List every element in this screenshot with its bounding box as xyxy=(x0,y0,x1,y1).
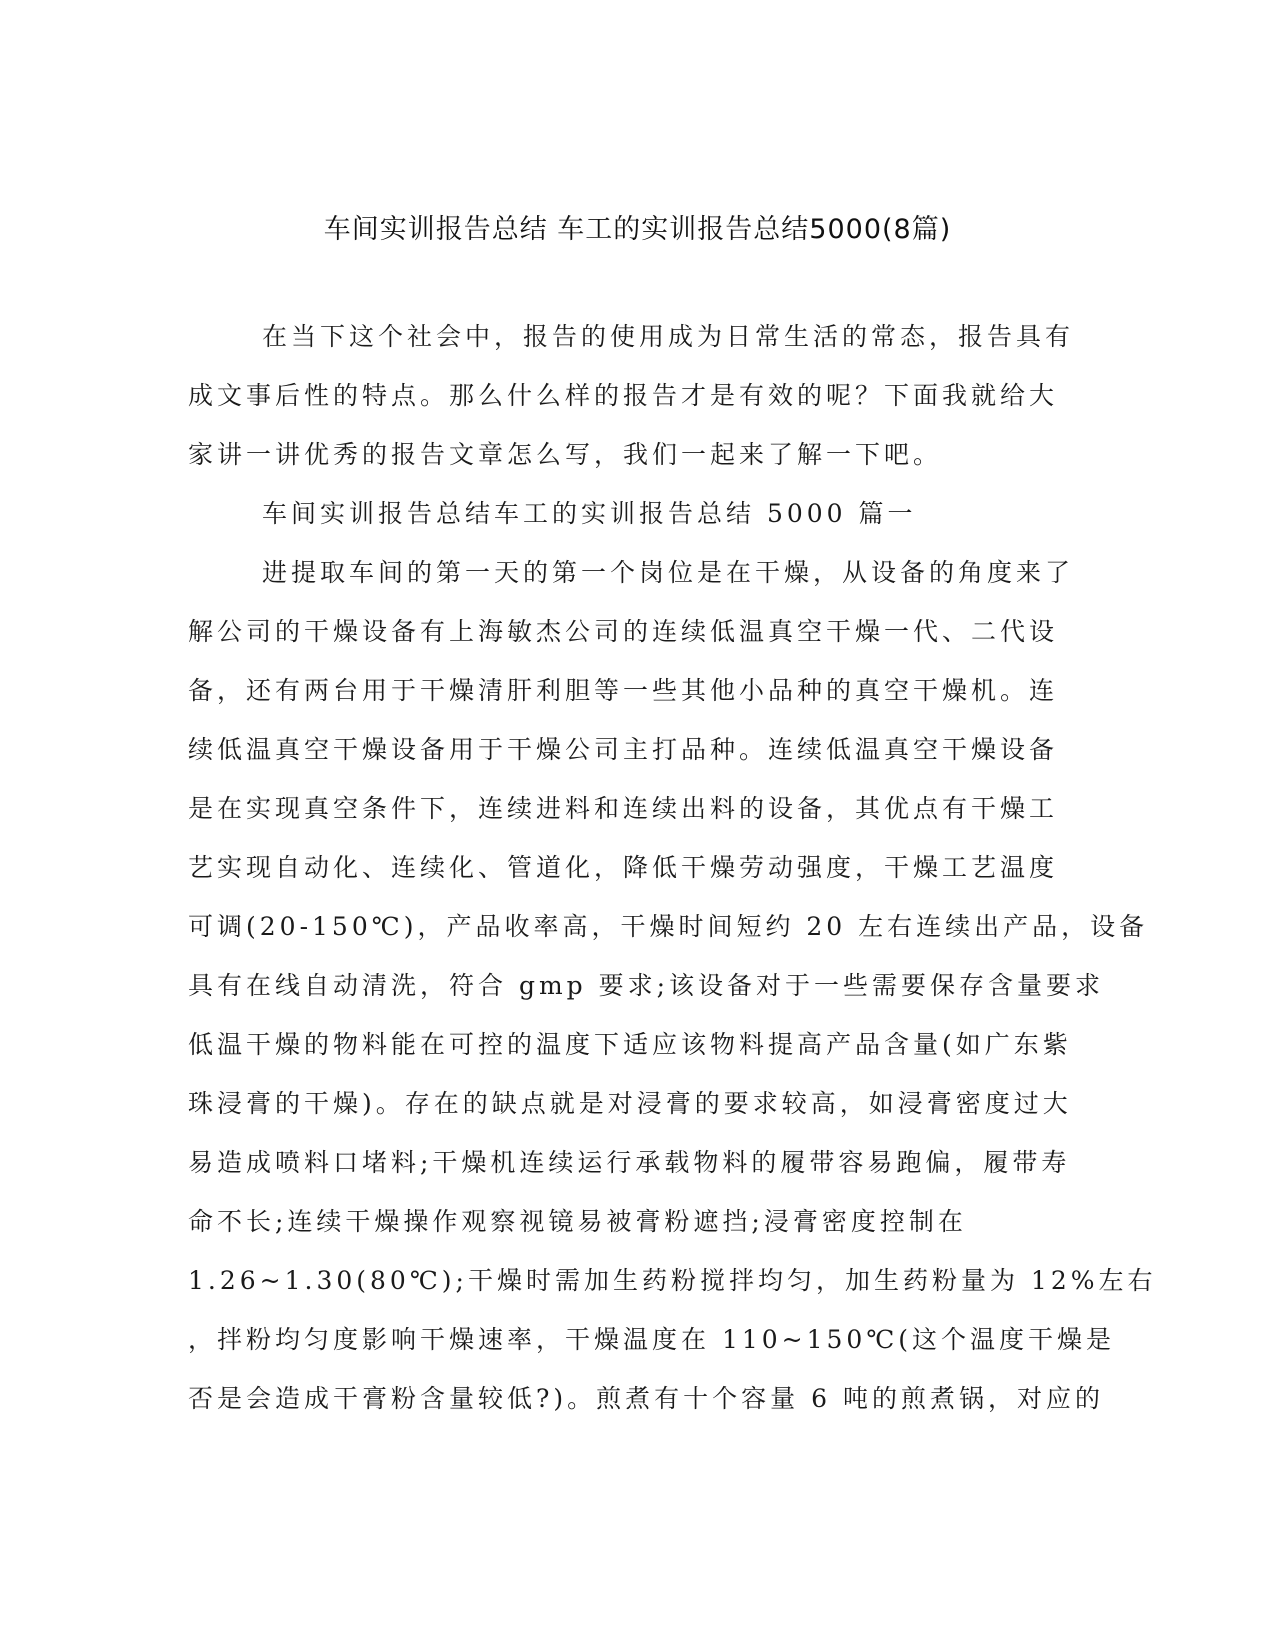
paragraph-line: 在当下这个社会中，报告的使用成为日常生活的常态，报告具有 xyxy=(262,322,1075,351)
paragraph-line: ，拌粉均匀度影响干燥速率，干燥温度在 110~150℃(这个温度干燥是 xyxy=(188,1325,1116,1354)
paragraph-line: 艺实现自动化、连续化、管道化，降低干燥劳动强度，干燥工艺温度 xyxy=(188,853,1059,882)
paragraph-line: 是在实现真空条件下，连续进料和连续出料的设备，其优点有干燥工 xyxy=(188,794,1059,823)
paragraph-line: 成文事后性的特点。那么什么样的报告才是有效的呢？下面我就给大 xyxy=(188,381,1059,410)
paragraph-line: 进提取车间的第一天的第一个岗位是在干燥，从设备的角度来了 xyxy=(262,558,1075,587)
paragraph-line: 解公司的干燥设备有上海敏杰公司的连续低温真空干燥一代、二代设 xyxy=(188,617,1059,646)
paragraph-line: 可调(20-150℃)，产品收率高，干燥时间短约 20 左右连续出产品，设备 xyxy=(188,912,1149,941)
document-title: 车间实训报告总结 车工的实训报告总结5000(8篇) xyxy=(323,214,952,245)
paragraph-line: 珠浸膏的干燥)。存在的缺点就是对浸膏的要求较高，如浸膏密度过大 xyxy=(188,1089,1072,1118)
paragraph-line: 备，还有两台用于干燥清肝利胆等一些其他小品种的真空干燥机。连 xyxy=(188,676,1059,705)
paragraph-line: 低温干燥的物料能在可控的温度下适应该物料提高产品含量(如广东紫 xyxy=(188,1030,1072,1059)
paragraph-line: 命不长;连续干燥操作观察视镜易被膏粉遮挡;浸膏密度控制在 xyxy=(188,1207,967,1236)
paragraph-line: 续低温真空干燥设备用于干燥公司主打品种。连续低温真空干燥设备 xyxy=(188,735,1059,764)
paragraph-line: 家讲一讲优秀的报告文章怎么写，我们一起来了解一下吧。 xyxy=(188,440,943,469)
section-heading: 车间实训报告总结车工的实训报告总结 5000 篇一 xyxy=(262,499,917,528)
paragraph-line: 1.26~1.30(80℃);干燥时需加生药粉搅拌均匀，加生药粉量为 12%左右 xyxy=(188,1266,1157,1295)
paragraph-line: 具有在线自动清洗，符合 gmp 要求;该设备对于一些需要保存含量要求 xyxy=(188,971,1105,1000)
paragraph-line: 易造成喷料口堵料;干燥机连续运行承载物料的履带容易跑偏，履带寿 xyxy=(188,1148,1071,1177)
paragraph-line: 否是会造成干膏粉含量较低?)。煎煮有十个容量 6 吨的煎煮锅，对应的 xyxy=(188,1384,1104,1413)
